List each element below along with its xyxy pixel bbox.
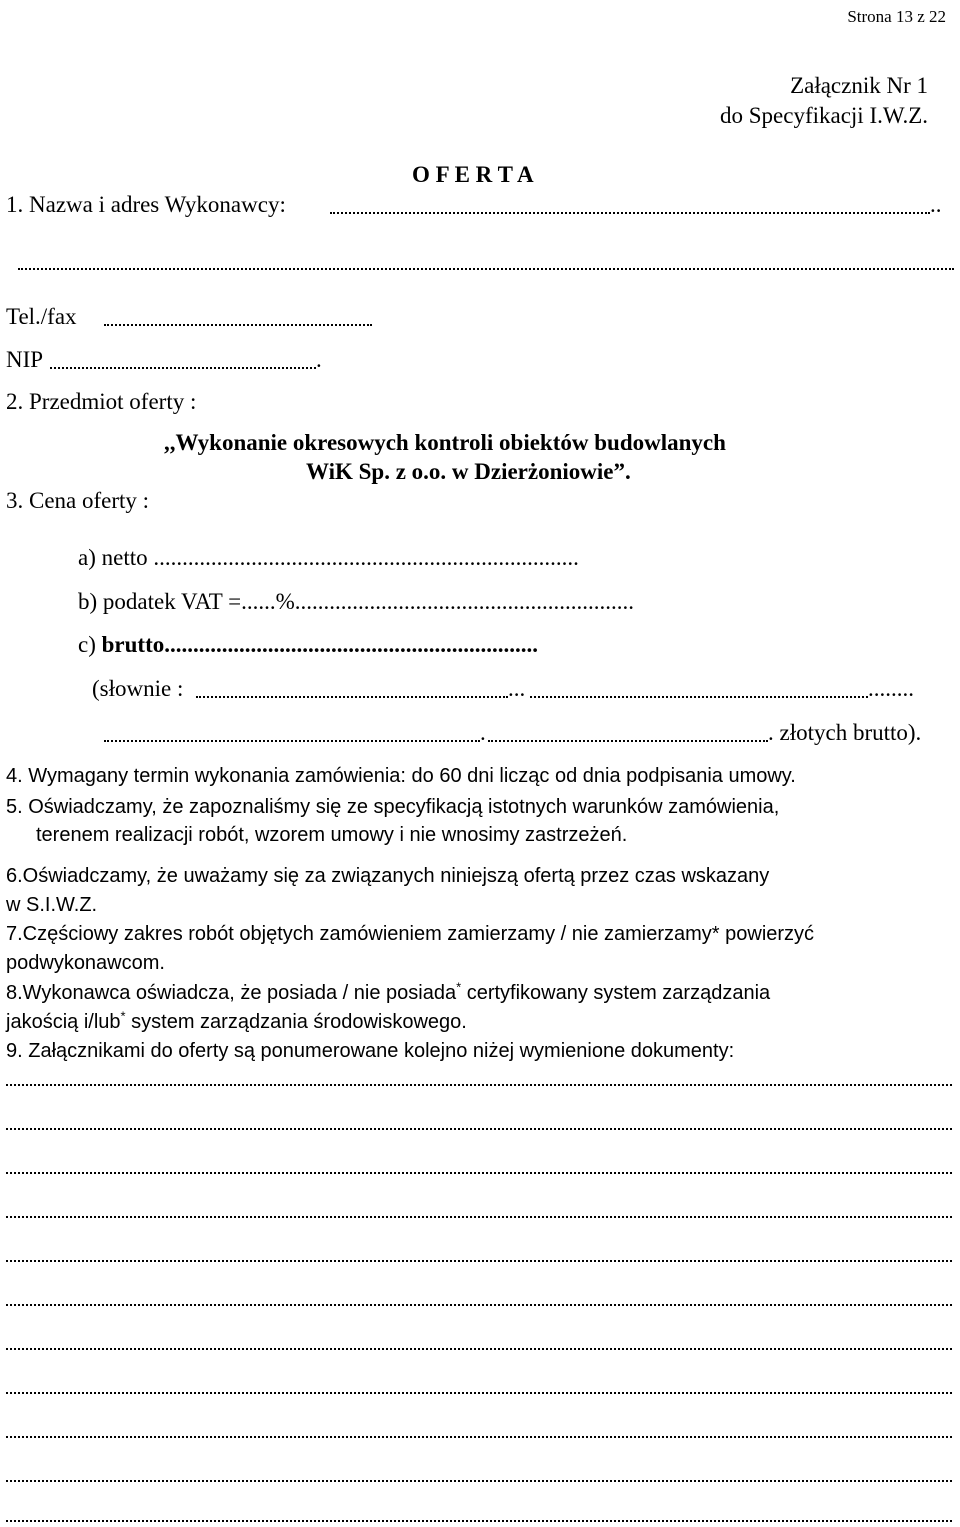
section-8-line-1 bbox=[6, 981, 770, 1005]
attachment-line-7[interactable] bbox=[6, 1332, 952, 1350]
section-8-asterisk-2: * bbox=[120, 1008, 126, 1024]
words-line2-dot: . bbox=[480, 720, 486, 745]
words-end: . złotych brutto). bbox=[768, 720, 922, 745]
words-dots-2: ........ bbox=[868, 676, 914, 701]
words-field-c[interactable] bbox=[104, 720, 480, 742]
netto-label: a) netto bbox=[78, 545, 148, 570]
section-9: 9. Załącznikami do oferty są ponumerowane kolejno niżej wymienione dokumenty: bbox=[6, 1040, 735, 1062]
attachment-line-9[interactable] bbox=[6, 1420, 952, 1438]
section-8-text-b: certyfikowany system zarządzania bbox=[466, 982, 771, 1004]
contractor-name-field[interactable] bbox=[330, 192, 930, 214]
attachment-line-11[interactable] bbox=[6, 1504, 952, 1522]
vat-label: b) podatek VAT = bbox=[78, 589, 242, 614]
section-5-line-1: 5. Oświadczamy, że zapoznaliśmy się ze specyfikacją istotnych warunków zamówienia, bbox=[6, 796, 780, 818]
words-dots-1: ... bbox=[508, 676, 526, 701]
page-number: Strona 13 z 22 bbox=[847, 7, 946, 26]
contractor-name-dots-end: .. bbox=[930, 192, 942, 217]
attachment-line-10[interactable] bbox=[6, 1464, 952, 1482]
subject-line-2: WiK Sp. z o.o. w Dzierżoniowie”. bbox=[306, 459, 631, 484]
attachment-line-4[interactable] bbox=[6, 1200, 952, 1218]
subject-label: 2. Przedmiot oferty : bbox=[6, 389, 197, 414]
nip-label: NIP bbox=[6, 347, 44, 372]
attachment-line-1[interactable] bbox=[6, 1068, 952, 1086]
contractor-address-field[interactable] bbox=[18, 248, 954, 270]
brutto-line bbox=[78, 632, 538, 658]
brutto-prefix: c) bbox=[78, 632, 96, 657]
annex-line-1: Załącznik Nr 1 bbox=[790, 73, 928, 98]
annex-line-2: do Specyfikacji I.W.Z. bbox=[719, 103, 928, 128]
section-4: 4. Wymagany termin wykonania zamówienia: do 60 dni licząc od dnia podpisania umowy. bbox=[6, 765, 796, 787]
vat-amount-field[interactable]: ........................................................... bbox=[294, 589, 635, 614]
brutto-label: brutto bbox=[101, 632, 165, 657]
netto-line bbox=[78, 545, 579, 571]
attachment-line-8[interactable] bbox=[6, 1376, 952, 1394]
telfax-field[interactable] bbox=[104, 304, 372, 326]
telfax-label: Tel./fax bbox=[6, 304, 77, 329]
section-8-text-a: 8.Wykonawca oświadcza, że posiada / nie posiada bbox=[6, 982, 457, 1004]
words-field-a[interactable] bbox=[196, 676, 508, 698]
section-7-line-1: 7.Częściowy zakres robót objętych zamówieniem zamierzamy / nie zamierzamy* powierzyć bbox=[6, 923, 815, 945]
section-5-line-2: terenem realizacji robót, wzorem umowy i nie wnosimy zastrzeżeń. bbox=[36, 824, 628, 846]
section-8-asterisk-1: * bbox=[456, 979, 462, 995]
section-8-text-c: jakością i/lub bbox=[6, 1011, 121, 1033]
netto-field[interactable]: .......................................................................... bbox=[153, 545, 579, 570]
section-6-line-2: w S.I.W.Z. bbox=[6, 894, 98, 916]
brutto-field[interactable]: ................................................................. bbox=[164, 632, 538, 657]
words-field-b[interactable] bbox=[530, 676, 868, 698]
section-7-line-2: podwykonawcom. bbox=[6, 952, 165, 974]
section-8-text-d: system zarządzania środowiskowego. bbox=[131, 1011, 467, 1033]
attachment-line-5[interactable] bbox=[6, 1244, 952, 1262]
attachment-line-6[interactable] bbox=[6, 1288, 952, 1306]
subject-line-1: ,,Wykonanie okresowych kontroli obiektów budowlanych bbox=[164, 430, 726, 455]
nip-field[interactable] bbox=[50, 347, 316, 369]
nip-dot-end: . bbox=[316, 347, 322, 372]
vat-rate-field[interactable]: ......% bbox=[241, 589, 295, 614]
words-label: (słownie : bbox=[92, 676, 184, 701]
vat-line bbox=[78, 589, 634, 615]
section-6-line-1: 6.Oświadczamy, że uważamy się za związanych niniejszą ofertą przez czas wskazany bbox=[6, 865, 770, 887]
attachment-line-3[interactable] bbox=[6, 1156, 952, 1174]
price-label: 3. Cena oferty : bbox=[6, 488, 150, 513]
words-field-d[interactable] bbox=[488, 720, 768, 742]
contractor-name-label: 1. Nazwa i adres Wykonawcy: bbox=[6, 192, 286, 217]
attachment-line-2[interactable] bbox=[6, 1112, 952, 1130]
section-8-line-2 bbox=[6, 1010, 467, 1034]
document-title: O F E R T A bbox=[412, 162, 534, 187]
